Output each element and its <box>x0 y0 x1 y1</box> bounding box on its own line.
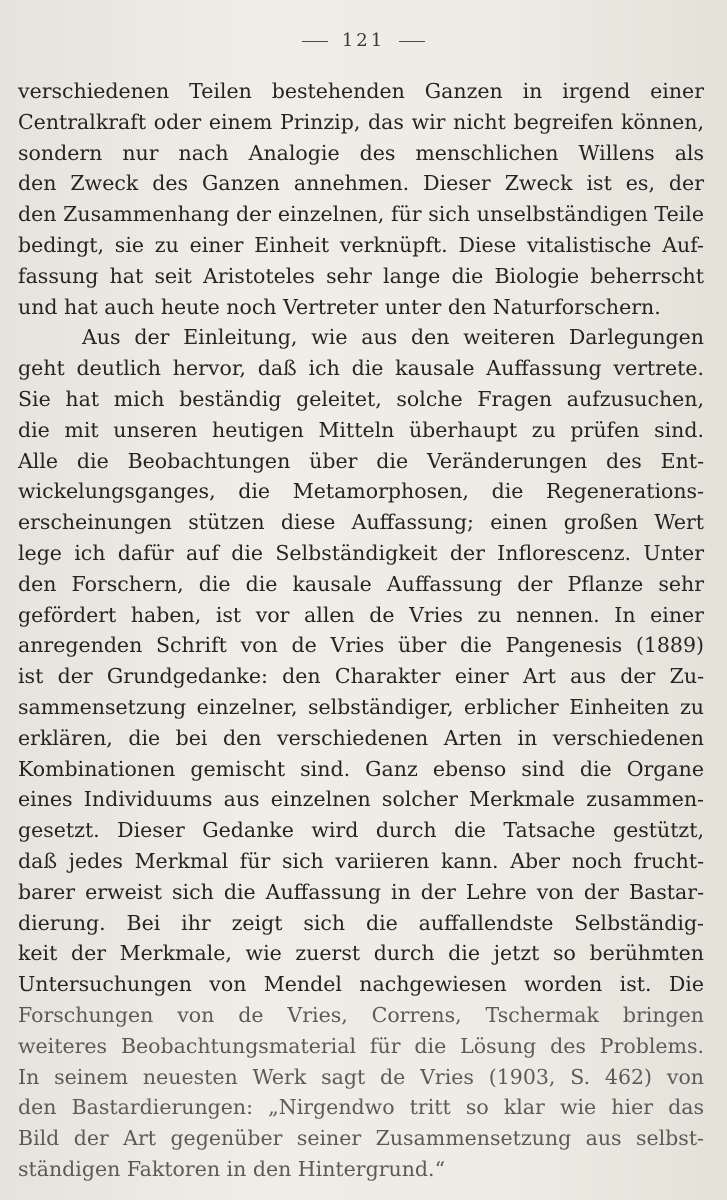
text-line: Forschungen von de Vries, Correns, Tschermak bringen <box>18 1002 704 1027</box>
text-line: ständigen Faktoren in den Hintergrund.“ <box>18 1156 446 1181</box>
text-line: keit der Merkmale, wie zuerst durch die jetzt so berühmten <box>18 941 704 966</box>
text-line: sondern nur nach Analogie des menschlichen Willens als <box>18 140 704 165</box>
text-line: sammensetzung einzelner, selbständiger, erblicher Einheiten zu <box>18 694 704 719</box>
text-line: anregenden Schrift von de Vries über die Pangenesis (1889) <box>18 633 704 658</box>
text-line: bedingt, sie zu einer Einheit verknüpft. Diese vitalistische Auf- <box>18 232 704 257</box>
text-line: dierung. Bei ihr zeigt sich die auffallendste Selbständig- <box>18 910 704 935</box>
text-line: lege ich dafür auf die Selbständigkeit der Inflorescenz. Unter <box>18 540 704 565</box>
text-line: Aus der Einleitung, wie aus den weiteren Darlegungen <box>82 325 704 350</box>
text-line: und hat auch heute noch Vertreter unter den Naturforschern. <box>18 294 661 319</box>
text-line: In seinem neuesten Werk sagt de Vries (1903, S. 462) von <box>18 1064 704 1089</box>
text-line: Kombinationen gemischt sind. Ganz ebenso sind die Organe <box>18 756 704 781</box>
text-line: erscheinungen stützen diese Auffassung; einen großen Wert <box>18 510 704 535</box>
page-header <box>0 30 727 51</box>
text-line: Bild der Art gegenüber seiner Zusammensetzung aus selbst- <box>18 1126 704 1151</box>
text-line: gesetzt. Dieser Gedanke wird durch die Tatsache gestützt, <box>18 818 704 843</box>
text-line: daß jedes Merkmal für sich variieren kann. Aber noch frucht- <box>18 848 704 873</box>
text-line: den Bastardierungen: „Nirgendwo tritt so klar wie hier das <box>18 1095 704 1120</box>
text-line: ist der Grundgedanke: den Charakter einer Art aus der Zu- <box>18 664 704 689</box>
text-line: geht deutlich hervor, daß ich die kausale Auffassung vertrete. <box>18 356 704 381</box>
text-line: gefördert haben, ist vor allen de Vries zu nennen. In einer <box>18 602 704 627</box>
page-number: 121 <box>341 30 386 51</box>
text-line: fassung hat seit Aristoteles sehr lange die Biologie beherrscht <box>18 263 704 288</box>
header-dash-left <box>302 41 328 42</box>
text-line: den Zusammenhang der einzelnen, für sich unselbständigen Teile <box>18 202 704 227</box>
text-line: Sie hat mich beständig geleitet, solche Fragen aufzusuchen, <box>18 386 704 411</box>
text-line: den Forschern, die die kausale Auffassung der Pflanze sehr <box>18 571 704 596</box>
text-line: Untersuchungen von Mendel nachgewiesen worden ist. Die <box>18 972 704 997</box>
text-line: erklären, die bei den verschiedenen Arten in verschiedenen <box>18 725 704 750</box>
text-line: Centralkraft oder einem Prinzip, das wir nicht begreifen können, <box>18 109 704 134</box>
body-text <box>18 76 704 1185</box>
text-line: die mit unseren heutigen Mitteln überhaupt zu prüfen sind. <box>18 417 704 442</box>
text-line: weiteres Beobachtungsmaterial für die Lösung des Problems. <box>18 1033 704 1058</box>
text-line: eines Individuums aus einzelnen solcher Merkmale zusammen- <box>18 787 704 812</box>
header-dash-right <box>399 41 425 42</box>
text-line: Alle die Beobachtungen über die Veränderungen des Ent- <box>18 448 704 473</box>
text-line: barer erweist sich die Auffassung in der Lehre von der Bastar- <box>18 879 704 904</box>
text-line: verschiedenen Teilen bestehenden Ganzen in irgend einer <box>18 79 704 103</box>
text-line: den Zweck des Ganzen annehmen. Dieser Zweck ist es, der <box>18 171 704 196</box>
text-line: wickelungsganges, die Metamorphosen, die Regenerations- <box>18 479 704 504</box>
